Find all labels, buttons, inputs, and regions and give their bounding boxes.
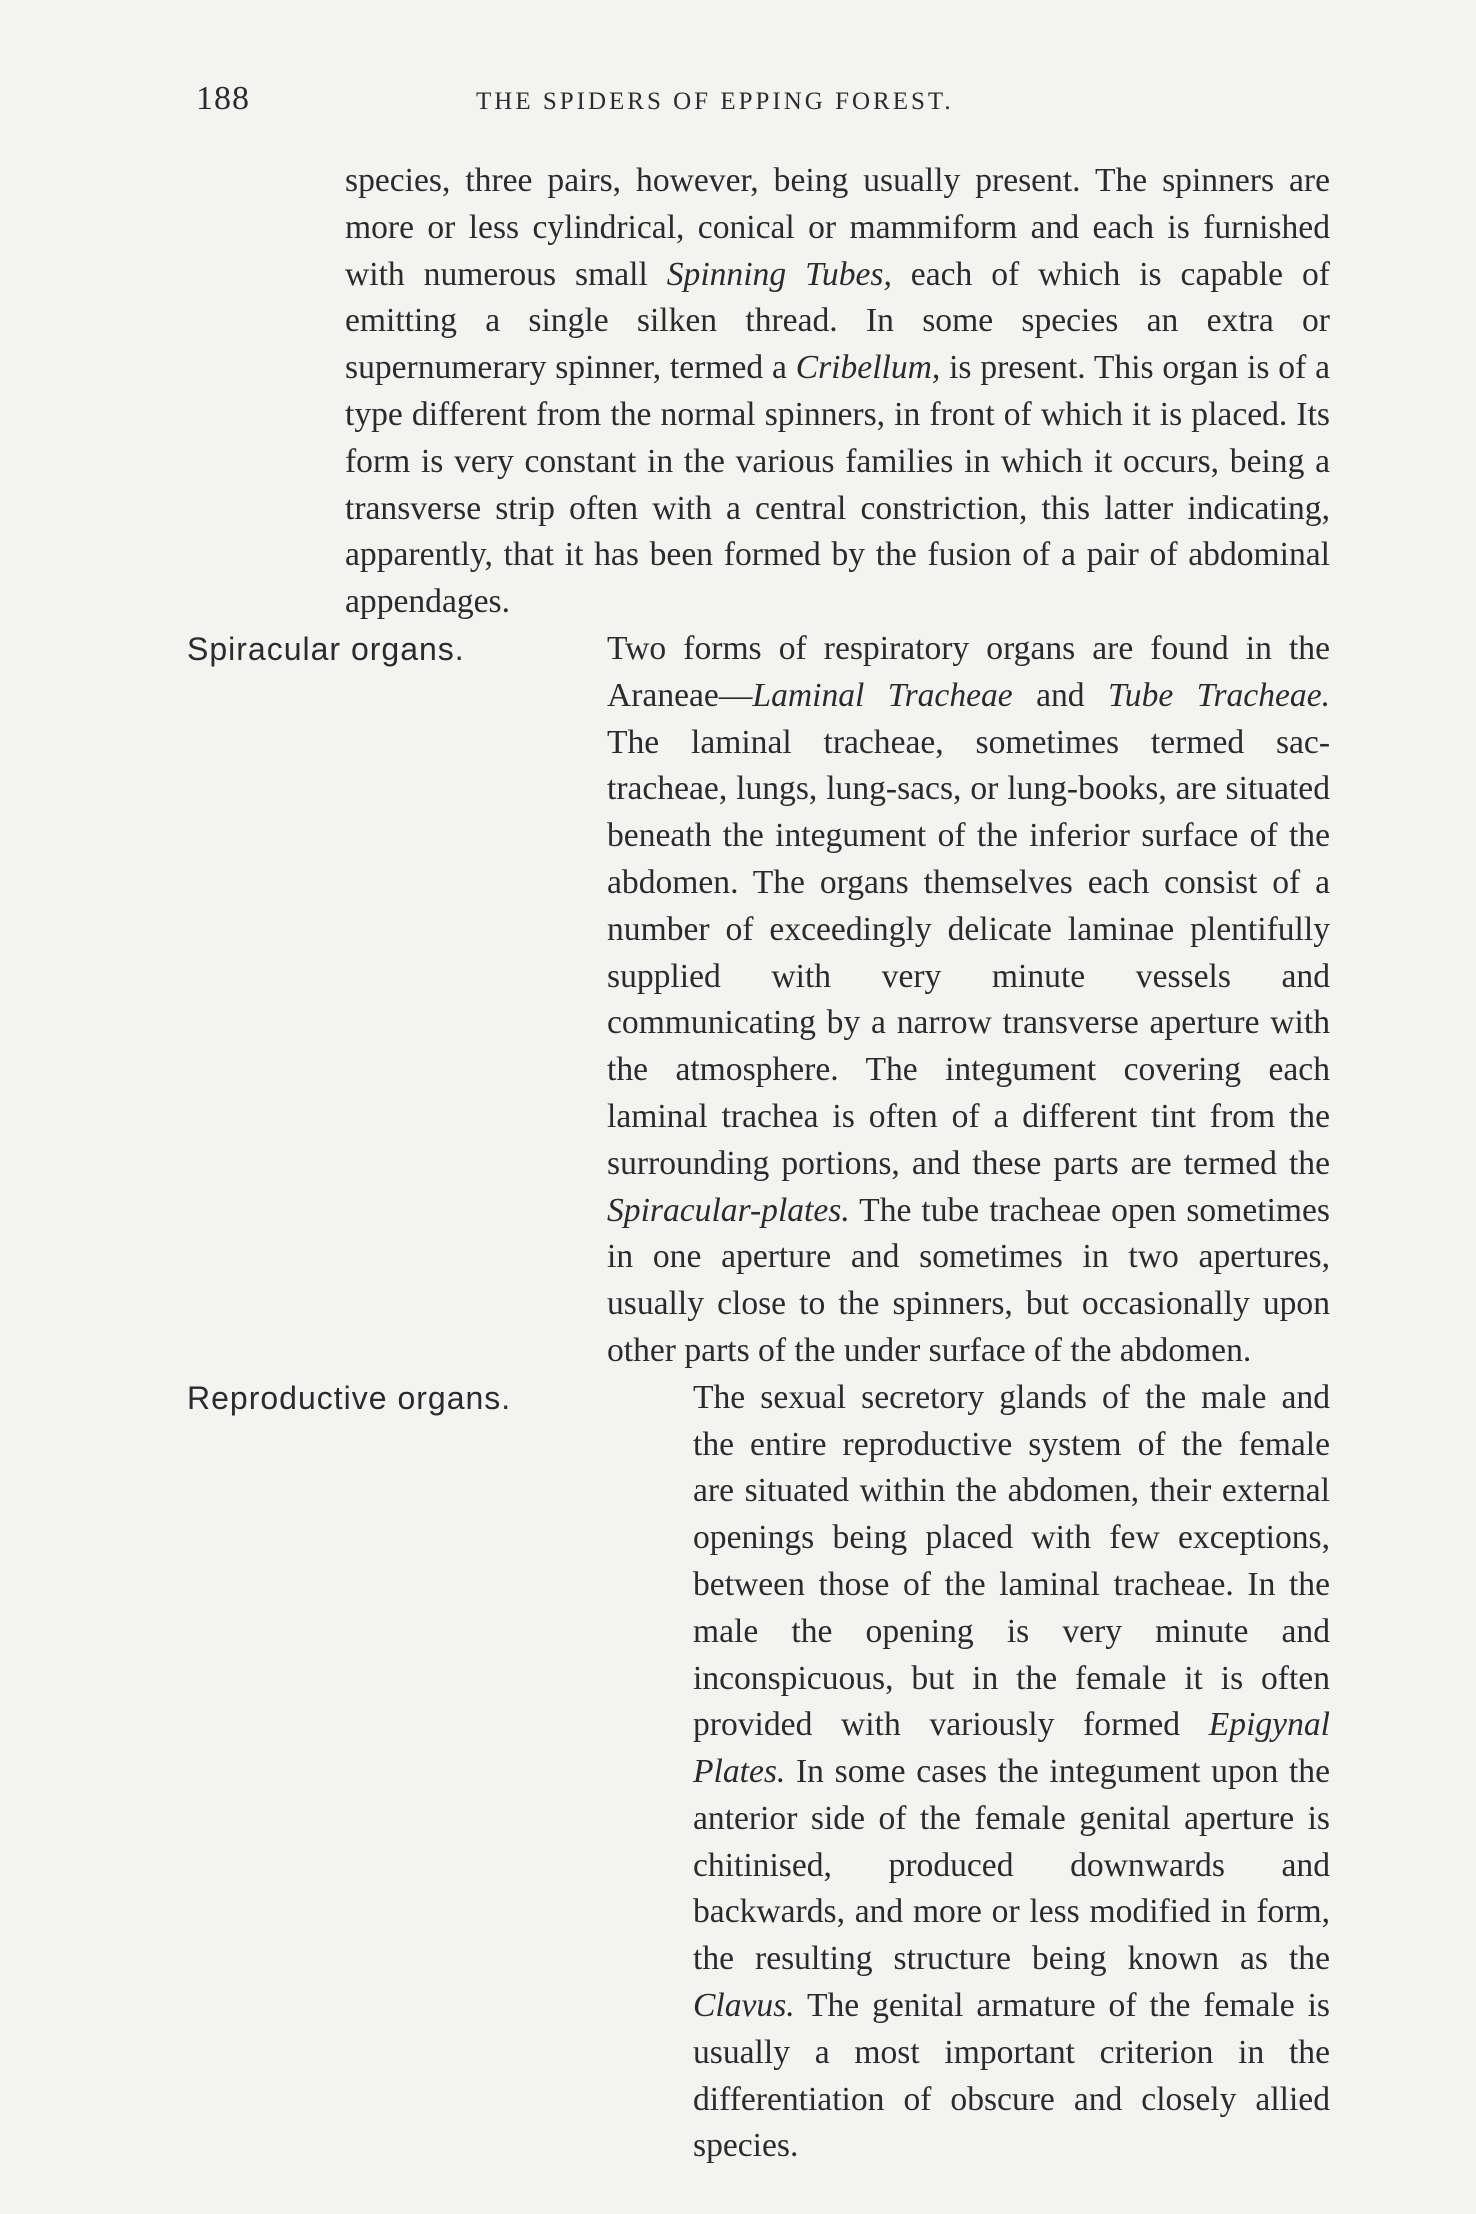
- paragraph-text: each of which is capable of emitting a single silken thread. In some species an extra or supernumerary spinner, termed a: [345, 255, 1330, 387]
- italic-term: Cribellum,: [795, 349, 941, 387]
- paragraph-text: The laminal tracheae, sometimes termed sac-tracheae, lungs, lung-sacs, or lung-books, are situated beneath the integument of the inferior surface of the abdomen. The organs themselves each consist of a number of exceedingly delicate laminae plentifully supplied with very minute vessels and communicating by a narrow transverse aperture with the atmosphere. The integument covering each laminal trachea is often of a different tint from the surrounding portions, and these parts are termed the: [607, 723, 1330, 1182]
- italic-term: Clavus.: [693, 1987, 795, 2025]
- italic-term: Spiracular-plates.: [607, 1191, 850, 1229]
- paragraph-text: Two forms of respiratory organs are found in the Araneae—: [607, 629, 1330, 714]
- section-heading: Spiracular organs.: [187, 630, 465, 667]
- section-spiracular-organs: [187, 626, 1330, 1375]
- paragraph-text: is present. This organ is of a type different from the normal spinners, in front of which it is placed. Its form is very constant in the various families in which it occurs, being a transverse strip often with a central constriction, this latter indicating, apparently, that it has been formed by the fusion of a pair of abdominal appendages.: [345, 349, 1330, 621]
- section-paragraph: [345, 1375, 1330, 2171]
- paragraph-text: The tube tracheae open sometimes in one aperture and sometimes in two apertures, usually close to the spinners, but occasionally upon other parts of the under surface of the abdomen.: [607, 1191, 1330, 1369]
- page-body: [187, 158, 1330, 2170]
- opening-paragraph: [345, 158, 1330, 626]
- paragraph-text: The genital armature of the female is usually a most important criterion in the differentiation of obscure and closely allied species.: [693, 1987, 1330, 2165]
- section-reproductive-organs: [187, 1375, 1330, 2171]
- page-number: 188: [196, 80, 250, 117]
- section-paragraph: [345, 626, 1330, 1375]
- paragraph-text: and: [1012, 676, 1108, 714]
- paragraph-text: The sexual secretory glands of the male and the entire reproductive system of the female are situated within the abdomen, their external openings being placed with few exceptions, between those of the laminal tracheae. In the male the opening is very minute and inconspicuous, but in the female it is often provided with variously formed: [693, 1378, 1330, 1744]
- running-title: THE SPIDERS OF EPPING FOREST.: [476, 88, 954, 115]
- italic-term: Tube Tracheae.: [1107, 676, 1330, 714]
- italic-term: Epigynal Plates.: [693, 1706, 1330, 1791]
- paragraph-text: species, three pairs, however, being usually present. The spinners are more or less cylindrical, conical or mammiform and each is furnished with numerous small: [345, 162, 1330, 293]
- italic-term: Spinning Tubes,: [666, 255, 892, 293]
- section-heading: Reproductive organs.: [187, 1379, 512, 1416]
- italic-term: Laminal Tracheae: [752, 676, 1013, 714]
- paragraph-text: In some cases the integument upon the anterior side of the female genital aperture is chitinised, produced downwards and backwards, and more or less modified in form, the resulting structure being known as the: [693, 1753, 1330, 1978]
